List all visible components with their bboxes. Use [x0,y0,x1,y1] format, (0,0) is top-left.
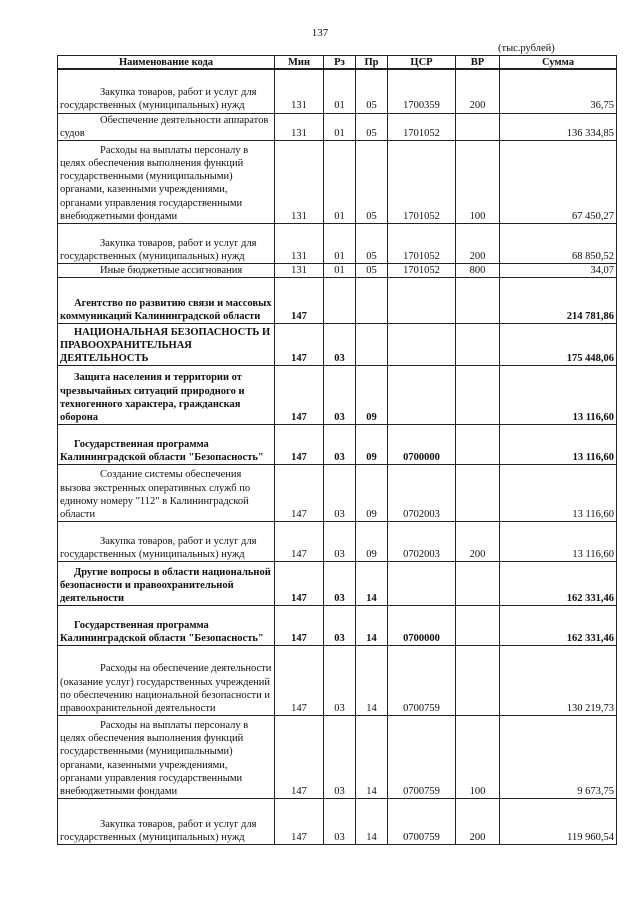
row-vr [456,113,500,140]
row-min: 131 [275,140,324,223]
row-min: 131 [275,113,324,140]
row-sum: 162 331,46 [500,562,617,606]
row-name [58,425,275,465]
row-rz: 03 [324,324,356,366]
row-name-first-line: Обеспечение деятельности аппаратов [100,114,269,126]
row-csr: 1701052 [388,113,456,140]
row-min: 147 [275,425,324,465]
row-csr: 0700000 [388,425,456,465]
row-pr: 14 [356,646,388,716]
row-name-continuation: государственных (муниципальных) нужд [60,831,245,843]
row-name-first-line: НАЦИОНАЛЬНАЯ БЕЗОПАСНОСТЬ [74,326,260,338]
row-min: 147 [275,716,324,799]
row-name-first-line: Защита населения и территории от [74,372,242,384]
row-csr [388,324,456,366]
row-csr [388,278,456,324]
row-name-continuation: государственных (муниципальных) нужд [60,548,245,560]
row-name-first-line: Закупка товаров, работ и услуг для [100,535,257,547]
table-body [58,69,617,845]
row-rz: 01 [324,140,356,223]
row-name [58,366,275,425]
row-name [58,223,275,263]
row-csr: 0702003 [388,522,456,562]
row-name [58,69,275,113]
row-rz: 01 [324,263,356,277]
row-csr: 1701052 [388,223,456,263]
header-sum: Сумма [500,56,617,70]
header-pr: Пр [356,56,388,70]
row-name [58,324,275,366]
row-csr: 0700759 [388,716,456,799]
row-name-first-line: Расходы на выплаты персоналу в [100,144,249,156]
table-row [58,113,617,140]
row-rz: 03 [324,716,356,799]
row-name-continuation: И ПРАВООХРАНИТЕЛЬНАЯ ДЕЯТЕЛЬНОСТЬ [60,326,271,364]
row-sum: 13 116,60 [500,522,617,562]
row-sum: 67 450,27 [500,140,617,223]
row-name [58,263,275,277]
row-min: 147 [275,278,324,324]
row-csr: 0700759 [388,646,456,716]
row-sum: 34,07 [500,263,617,277]
row-rz: 03 [324,522,356,562]
row-rz: 03 [324,799,356,845]
row-name [58,278,275,324]
row-name [58,606,275,646]
row-rz: 03 [324,465,356,522]
row-csr [388,562,456,606]
row-name-continuation: Калининградской области "Безопасность" [60,632,264,644]
row-pr: 05 [356,263,388,277]
row-name-continuation: целях обеспечения выполнения функций государственными (муниципальными) органами, казенными учреждениями, органами управления государственными внебюджетными фондами [60,157,244,222]
row-pr: 09 [356,465,388,522]
row-name-continuation: коммуникаций Калининградской области [60,310,261,322]
row-name-first-line: Закупка товаров, работ и услуг для [100,237,257,249]
row-vr: 200 [456,522,500,562]
row-min: 147 [275,324,324,366]
row-name [58,140,275,223]
row-rz: 01 [324,223,356,263]
row-pr [356,324,388,366]
row-name-continuation: государственных (муниципальных) нужд [60,250,245,262]
row-pr: 09 [356,425,388,465]
row-min: 131 [275,223,324,263]
row-min: 147 [275,646,324,716]
table-row [58,263,617,277]
table-row [58,223,617,263]
row-name-continuation: национальной безопасности и правоохранительной деятельности [60,566,271,604]
row-vr [456,278,500,324]
row-sum: 119 960,54 [500,799,617,845]
header-vr: ВР [456,56,500,70]
row-min: 147 [275,606,324,646]
row-name-continuation: государственных (муниципальных) нужд [60,100,245,112]
row-name-continuation: деятельности (оказание услуг) государственных учреждений по обеспечению национальной безопасности и правоохранительной деятельности [60,663,272,714]
row-min: 131 [275,263,324,277]
row-rz: 03 [324,562,356,606]
header-name: Наименование кода [58,56,275,70]
row-name-continuation: вызова экстренных оперативных служб по единому номеру "112" в Калининградской области [60,482,251,520]
row-sum: 13 116,60 [500,366,617,425]
unit-note: (тыс.рублей) [498,43,555,54]
row-sum: 68 850,52 [500,223,617,263]
row-min: 147 [275,366,324,425]
table-row [58,140,617,223]
table-row [58,562,617,606]
row-sum: 162 331,46 [500,606,617,646]
row-vr: 200 [456,799,500,845]
row-sum: 36,75 [500,69,617,113]
header-csr: ЦСР [388,56,456,70]
row-csr: 0700759 [388,799,456,845]
row-min: 147 [275,562,324,606]
row-name-continuation: целях обеспечения выполнения функций государственными (муниципальными) органами, казенными учреждениями, органами управления государственными внебюджетными фондами [60,733,244,797]
table-header-row [58,56,617,70]
row-name-continuation: чрезвычайных ситуаций природного и техногенного характера, гражданская оборона [60,385,245,423]
row-vr [456,562,500,606]
row-csr: 1701052 [388,140,456,223]
row-csr: 1701052 [388,263,456,277]
row-pr: 05 [356,69,388,113]
row-pr: 05 [356,140,388,223]
row-rz: 03 [324,646,356,716]
row-vr: 100 [456,716,500,799]
row-name-first-line: Создание системы обеспечения [100,469,242,481]
row-rz: 01 [324,69,356,113]
table-row [58,646,617,716]
row-vr: 800 [456,263,500,277]
row-rz: 03 [324,606,356,646]
table-row [58,69,617,113]
row-pr: 09 [356,366,388,425]
row-csr: 0702003 [388,465,456,522]
row-pr: 14 [356,799,388,845]
row-name [58,716,275,799]
row-vr [456,646,500,716]
row-name-continuation: судов [60,127,85,139]
row-pr: 05 [356,223,388,263]
row-rz: 03 [324,425,356,465]
table-row [58,716,617,799]
row-pr: 14 [356,716,388,799]
row-sum: 13 116,60 [500,425,617,465]
row-vr [456,366,500,425]
row-pr: 09 [356,522,388,562]
table-row [58,606,617,646]
row-name-first-line: Другие вопросы в области [74,566,200,578]
row-name-first-line: Расходы на обеспечение [100,663,209,675]
row-vr: 200 [456,223,500,263]
row-csr: 1700359 [388,69,456,113]
table-row [58,324,617,366]
table-row [58,522,617,562]
row-name-first-line: Расходы на выплаты персоналу в [100,719,249,731]
row-name [58,646,275,716]
row-csr: 0700000 [388,606,456,646]
row-sum: 9 673,75 [500,716,617,799]
table-row [58,465,617,522]
header-rz: Рз [324,56,356,70]
row-sum: 130 219,73 [500,646,617,716]
row-rz: 03 [324,366,356,425]
row-name-first-line: Государственная программа [74,438,209,450]
table-row [58,425,617,465]
row-sum: 13 116,60 [500,465,617,522]
row-name-first-line: Закупка товаров, работ и услуг для [100,87,257,99]
row-vr: 100 [456,140,500,223]
row-min: 147 [275,522,324,562]
budget-table [57,55,617,845]
row-pr: 14 [356,562,388,606]
row-vr [456,465,500,522]
row-name [58,522,275,562]
row-name [58,465,275,522]
row-vr [456,425,500,465]
header-min: Мин [275,56,324,70]
row-min: 147 [275,799,324,845]
row-name [58,799,275,845]
row-name [58,562,275,606]
row-name-first-line: Государственная программа [74,619,209,631]
row-sum: 175 448,06 [500,324,617,366]
row-rz [324,278,356,324]
row-pr: 05 [356,113,388,140]
row-pr: 14 [356,606,388,646]
row-vr [456,606,500,646]
row-pr [356,278,388,324]
row-name-continuation: Калининградской области "Безопасность" [60,451,264,463]
row-name-first-line: Закупка товаров, работ и услуг для [100,818,257,830]
row-csr [388,366,456,425]
row-vr [456,324,500,366]
table-row [58,366,617,425]
row-name-first-line: Иные бюджетные ассигнования [100,264,243,276]
row-name-first-line: Агентство по развитию связи и массовых [74,297,272,309]
row-rz: 01 [324,113,356,140]
row-min: 131 [275,69,324,113]
row-sum: 214 781,86 [500,278,617,324]
row-vr: 200 [456,69,500,113]
page-number: 137 [311,27,329,39]
row-sum: 136 334,85 [500,113,617,140]
table-row [58,278,617,324]
table-row [58,799,617,845]
row-name [58,113,275,140]
row-min: 147 [275,465,324,522]
